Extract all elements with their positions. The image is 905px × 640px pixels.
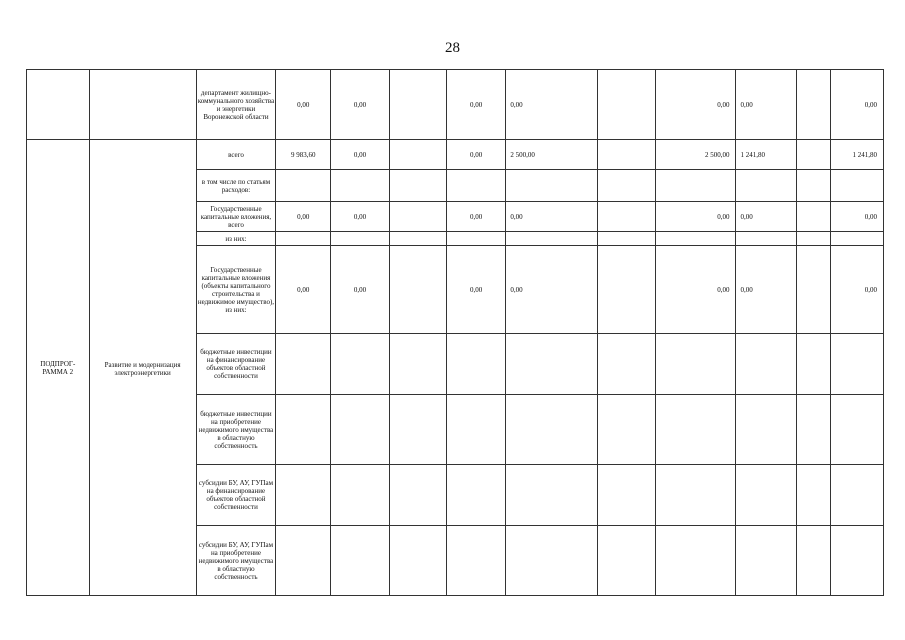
value-cell bbox=[276, 395, 331, 465]
empty-cell bbox=[89, 70, 196, 140]
row-label: из них: bbox=[196, 232, 276, 246]
value-cell bbox=[506, 170, 597, 202]
value-cell bbox=[655, 170, 736, 202]
row-label: Государственные капитальные вложения (объекты капитального строительства и недвижимое имущество), из них: bbox=[196, 246, 276, 334]
row-label: Государственные капитальные вложения, всего bbox=[196, 202, 276, 232]
value-cell bbox=[389, 395, 446, 465]
value-cell bbox=[830, 465, 883, 526]
value-cell bbox=[506, 526, 597, 596]
value-cell bbox=[796, 202, 830, 232]
value-cell bbox=[830, 170, 883, 202]
value-cell: 0,00 bbox=[446, 70, 505, 140]
value-cell: 0,00 bbox=[655, 202, 736, 232]
value-cell: 0,00 bbox=[736, 246, 796, 334]
value-cell bbox=[655, 232, 736, 246]
value-cell bbox=[597, 170, 655, 202]
value-cell bbox=[446, 465, 505, 526]
value-cell: 0,00 bbox=[655, 246, 736, 334]
value-cell bbox=[597, 246, 655, 334]
table-row bbox=[27, 140, 884, 170]
value-cell bbox=[506, 395, 597, 465]
value-cell bbox=[830, 526, 883, 596]
value-cell bbox=[389, 465, 446, 526]
value-cell bbox=[796, 140, 830, 170]
value-cell: 0,00 bbox=[446, 246, 505, 334]
value-cell bbox=[446, 526, 505, 596]
value-cell: 0,00 bbox=[736, 202, 796, 232]
row-label: всего bbox=[196, 140, 276, 170]
value-cell: 2 500,00 bbox=[655, 140, 736, 170]
value-cell: 0,00 bbox=[276, 70, 331, 140]
value-cell bbox=[655, 395, 736, 465]
value-cell: 0,00 bbox=[830, 70, 883, 140]
value-cell bbox=[389, 140, 446, 170]
row-label: субсидии БУ, АУ, ГУПам на финансирование объектов областной собственности bbox=[196, 465, 276, 526]
value-cell bbox=[597, 526, 655, 596]
value-cell bbox=[796, 246, 830, 334]
value-cell bbox=[446, 170, 505, 202]
value-cell bbox=[446, 395, 505, 465]
value-cell bbox=[389, 334, 446, 395]
value-cell bbox=[389, 202, 446, 232]
value-cell: 0,00 bbox=[331, 246, 389, 334]
value-cell bbox=[597, 334, 655, 395]
value-cell bbox=[331, 526, 389, 596]
row-label: бюджетные инвестиции на приобретение недвижимого имущества в областную собственность bbox=[196, 395, 276, 465]
value-cell bbox=[389, 246, 446, 334]
value-cell bbox=[446, 232, 505, 246]
value-cell: 0,00 bbox=[331, 202, 389, 232]
value-cell: 0,00 bbox=[655, 70, 736, 140]
value-cell bbox=[736, 334, 796, 395]
value-cell bbox=[389, 70, 446, 140]
row-label: в том числе по статьям расходов: bbox=[196, 170, 276, 202]
value-cell bbox=[830, 232, 883, 246]
value-cell bbox=[597, 465, 655, 526]
value-cell bbox=[331, 170, 389, 202]
value-cell bbox=[506, 232, 597, 246]
value-cell: 0,00 bbox=[830, 246, 883, 334]
value-cell bbox=[331, 395, 389, 465]
value-cell: 0,00 bbox=[276, 202, 331, 232]
value-cell bbox=[830, 334, 883, 395]
value-cell bbox=[506, 334, 597, 395]
value-cell bbox=[389, 526, 446, 596]
row-label: бюджетные инвестиции на финансирование объектов областной собственности bbox=[196, 334, 276, 395]
value-cell: 0,00 bbox=[331, 140, 389, 170]
value-cell: 0,00 bbox=[736, 70, 796, 140]
value-cell bbox=[796, 170, 830, 202]
value-cell: 1 241,80 bbox=[736, 140, 796, 170]
value-cell bbox=[597, 202, 655, 232]
value-cell bbox=[655, 465, 736, 526]
subprogram-code: ПОДПРОГ- РАММА 2 bbox=[27, 140, 90, 596]
value-cell bbox=[830, 395, 883, 465]
value-cell bbox=[446, 334, 505, 395]
row-label: субсидии БУ, АУ, ГУПам на приобретение недвижимого имущества в областную собственность bbox=[196, 526, 276, 596]
value-cell bbox=[276, 465, 331, 526]
value-cell bbox=[597, 395, 655, 465]
row-label: департамент жилищно-коммунального хозяйства и энергетики Воронежской области bbox=[196, 70, 276, 140]
value-cell bbox=[796, 526, 830, 596]
empty-cell bbox=[27, 70, 90, 140]
value-cell bbox=[597, 232, 655, 246]
value-cell: 0,00 bbox=[446, 140, 505, 170]
value-cell bbox=[331, 334, 389, 395]
value-cell bbox=[276, 170, 331, 202]
value-cell bbox=[276, 334, 331, 395]
value-cell: 0,00 bbox=[446, 202, 505, 232]
value-cell bbox=[736, 232, 796, 246]
value-cell bbox=[655, 334, 736, 395]
value-cell: 0,00 bbox=[506, 202, 597, 232]
subprogram-name: Развитие и модернизация электроэнергетики bbox=[89, 140, 196, 596]
value-cell bbox=[736, 170, 796, 202]
value-cell: 2 500,00 bbox=[506, 140, 597, 170]
value-cell bbox=[276, 232, 331, 246]
value-cell bbox=[331, 465, 389, 526]
value-cell: 1 241,80 bbox=[830, 140, 883, 170]
value-cell: 0,00 bbox=[506, 70, 597, 140]
value-cell bbox=[389, 170, 446, 202]
table-row bbox=[27, 70, 884, 140]
budget-table bbox=[26, 69, 884, 596]
value-cell bbox=[331, 232, 389, 246]
value-cell bbox=[796, 232, 830, 246]
value-cell bbox=[736, 526, 796, 596]
value-cell: 0,00 bbox=[276, 246, 331, 334]
value-cell bbox=[276, 526, 331, 596]
value-cell bbox=[736, 395, 796, 465]
value-cell bbox=[506, 465, 597, 526]
value-cell bbox=[736, 465, 796, 526]
value-cell bbox=[796, 465, 830, 526]
value-cell bbox=[597, 140, 655, 170]
page-number: 28 bbox=[445, 40, 460, 56]
value-cell: 9 983,60 bbox=[276, 140, 331, 170]
value-cell bbox=[796, 334, 830, 395]
value-cell bbox=[597, 70, 655, 140]
value-cell bbox=[796, 70, 830, 140]
value-cell: 0,00 bbox=[506, 246, 597, 334]
value-cell: 0,00 bbox=[331, 70, 389, 140]
value-cell bbox=[655, 526, 736, 596]
value-cell bbox=[796, 395, 830, 465]
value-cell bbox=[389, 232, 446, 246]
value-cell: 0,00 bbox=[830, 202, 883, 232]
